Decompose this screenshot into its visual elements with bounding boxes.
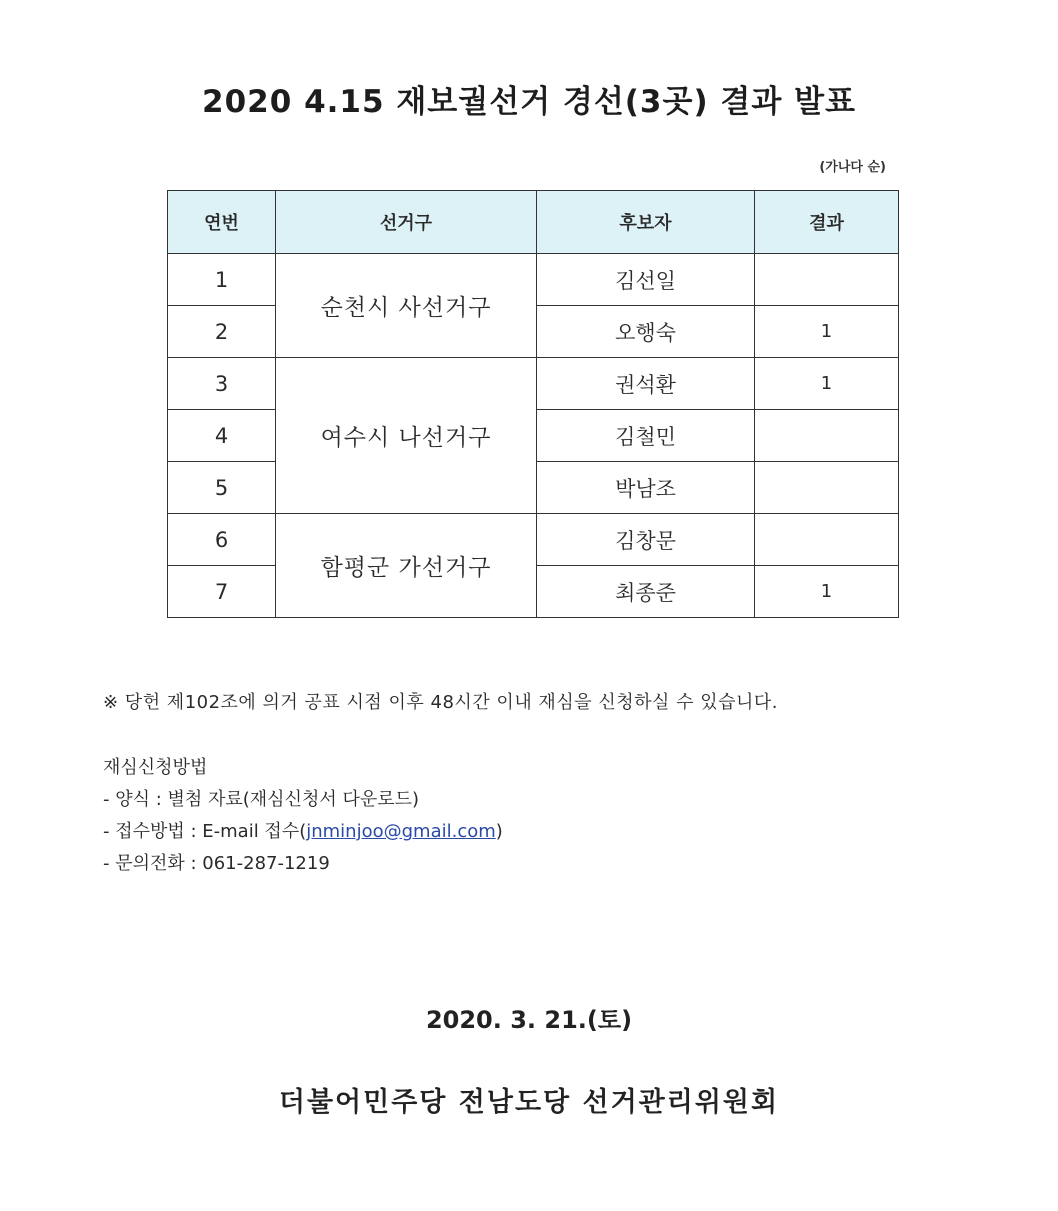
reception-prefix: - 접수방법 : E-mail 접수( — [103, 821, 307, 842]
result-cell: 1 — [755, 566, 899, 618]
header-result: 결과 — [755, 191, 899, 254]
candidate-cell: 최종준 — [537, 566, 755, 618]
method-form: - 양식 : 별첨 자료(재심신청서 다운로드) — [103, 789, 420, 810]
reception-suffix: ) — [495, 821, 503, 842]
announcement-date: 2020. 3. 21.(토) — [425, 1006, 633, 1034]
table-row — [168, 514, 899, 566]
order-note: (가나다 순) — [819, 160, 886, 175]
row-number: 7 — [168, 566, 276, 618]
row-number: 3 — [168, 358, 276, 410]
district-cell: 함평군 가선거구 — [276, 514, 537, 618]
candidate-cell: 김선일 — [537, 254, 755, 306]
header-number: 연번 — [168, 191, 276, 254]
candidate-cell: 박남조 — [537, 462, 755, 514]
header-candidate: 후보자 — [537, 191, 755, 254]
page-title: 2020 4.15 재보궐선거 경선(3곳) 결과 발표 — [202, 84, 856, 120]
table-row — [168, 358, 899, 410]
appeal-method — [103, 752, 503, 880]
result-cell — [755, 410, 899, 462]
candidate-cell: 김창문 — [537, 514, 755, 566]
row-number: 6 — [168, 514, 276, 566]
table-header-row — [168, 191, 899, 254]
district-cell: 여수시 나선거구 — [276, 358, 537, 514]
candidate-cell: 권석환 — [537, 358, 755, 410]
table-row — [168, 254, 899, 306]
appeal-notice: ※ 당헌 제102조에 의거 공표 시점 이후 48시간 이내 재심을 신청하실 수 있습니다. — [103, 692, 778, 713]
row-number: 2 — [168, 306, 276, 358]
candidate-cell: 오행숙 — [537, 306, 755, 358]
result-cell — [755, 462, 899, 514]
row-number: 4 — [168, 410, 276, 462]
row-number: 5 — [168, 462, 276, 514]
result-cell: 1 — [755, 358, 899, 410]
results-table — [167, 190, 899, 618]
method-heading: 재심신청방법 — [103, 757, 208, 778]
method-reception — [103, 816, 503, 848]
result-cell — [755, 514, 899, 566]
result-cell: 1 — [755, 306, 899, 358]
header-district: 선거구 — [276, 191, 537, 254]
email-link[interactable]: jnminjoo@gmail.com — [306, 821, 496, 842]
organization-name: 더불어민주당 전남도당 선거관리위원회 — [278, 1087, 780, 1118]
result-cell — [755, 254, 899, 306]
candidate-cell: 김철민 — [537, 410, 755, 462]
method-phone: - 문의전화 : 061-287-1219 — [103, 853, 330, 874]
row-number: 1 — [168, 254, 276, 306]
district-cell: 순천시 사선거구 — [276, 254, 537, 358]
